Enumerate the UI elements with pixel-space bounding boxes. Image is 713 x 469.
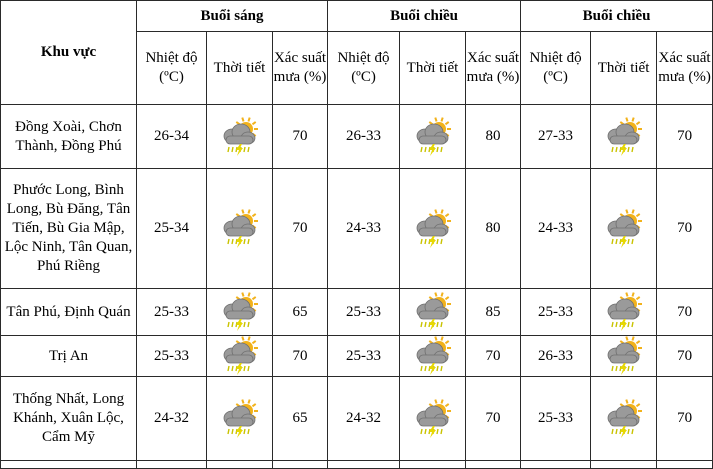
- rain-probability-cell: 70: [466, 377, 521, 461]
- thunderstorm-sun-icon: [604, 292, 644, 332]
- temperature-cell: 26-34: [137, 105, 207, 169]
- weather-cell: [400, 377, 466, 461]
- period-header-afternoon: Buổi chiều: [328, 1, 521, 32]
- empty-cell: [273, 461, 328, 469]
- weather-cell: [207, 377, 273, 461]
- rain-header: Xác suất mưa (%): [466, 32, 521, 105]
- rain-probability-cell: 70: [273, 169, 328, 289]
- temperature-cell: 24-33: [328, 169, 400, 289]
- temperature-cell: 24-32: [328, 377, 400, 461]
- rain-probability-cell: 70: [273, 336, 328, 377]
- temperature-cell: 24-33: [521, 169, 591, 289]
- table-row: [1, 377, 713, 461]
- thunderstorm-sun-icon: [220, 117, 260, 157]
- empty-cell: [137, 461, 207, 469]
- area-name: Phước Long, Bình Long, Bù Đăng, Tân Tiến, Bù Gia Mập, Lộc Ninh, Tân Quan, Phú Riềng: [1, 169, 137, 289]
- temp-header: Nhiệt độ (ºC): [137, 32, 207, 105]
- thunderstorm-sun-icon: [220, 399, 260, 439]
- temperature-cell: 25-33: [137, 336, 207, 377]
- thunderstorm-sun-icon: [604, 117, 644, 157]
- weather-cell: [591, 377, 657, 461]
- thunderstorm-sun-icon: [220, 336, 260, 376]
- empty-cell: [1, 461, 137, 469]
- empty-cell: [328, 461, 400, 469]
- temperature-cell: 25-33: [521, 377, 591, 461]
- empty-cell: [657, 461, 713, 469]
- temperature-cell: 25-33: [521, 289, 591, 336]
- weather-header: Thời tiết: [591, 32, 657, 105]
- rain-probability-cell: 80: [466, 169, 521, 289]
- temperature-cell: 27-33: [521, 105, 591, 169]
- temp-header: Nhiệt độ (ºC): [521, 32, 591, 105]
- temp-header: Nhiệt độ (ºC): [328, 32, 400, 105]
- weather-header: Thời tiết: [400, 32, 466, 105]
- empty-cell: [591, 461, 657, 469]
- weather-header: Thời tiết: [207, 32, 273, 105]
- table-row: [1, 169, 713, 289]
- weather-cell: [207, 105, 273, 169]
- temperature-cell: 24-32: [137, 377, 207, 461]
- rain-probability-cell: 65: [273, 377, 328, 461]
- weather-cell: [400, 169, 466, 289]
- period-header-afternoon-2: Buổi chiều: [521, 1, 713, 32]
- thunderstorm-sun-icon: [413, 117, 453, 157]
- period-header-morning: Buổi sáng: [137, 1, 328, 32]
- table-row: [1, 289, 713, 336]
- rain-probability-cell: 80: [466, 105, 521, 169]
- temperature-cell: 26-33: [521, 336, 591, 377]
- thunderstorm-sun-icon: [413, 209, 453, 249]
- table-row-partial: [1, 461, 713, 469]
- weather-cell: [207, 169, 273, 289]
- temperature-cell: 25-33: [328, 289, 400, 336]
- temperature-cell: 25-34: [137, 169, 207, 289]
- area-name: Tân Phú, Định Quán: [1, 289, 137, 336]
- empty-cell: [466, 461, 521, 469]
- thunderstorm-sun-icon: [413, 399, 453, 439]
- weather-cell: [591, 105, 657, 169]
- rain-probability-cell: 70: [657, 336, 713, 377]
- weather-cell: [207, 289, 273, 336]
- weather-cell: [207, 336, 273, 377]
- thunderstorm-sun-icon: [604, 336, 644, 376]
- rain-probability-cell: 85: [466, 289, 521, 336]
- thunderstorm-sun-icon: [413, 292, 453, 332]
- region-header: Khu vực: [1, 1, 137, 105]
- rain-probability-cell: 70: [466, 336, 521, 377]
- empty-cell: [521, 461, 591, 469]
- table-row: [1, 105, 713, 169]
- temperature-cell: 26-33: [328, 105, 400, 169]
- weather-cell: [400, 289, 466, 336]
- rain-probability-cell: 70: [657, 289, 713, 336]
- empty-cell: [400, 461, 466, 469]
- table-row: [1, 336, 713, 377]
- weather-cell: [400, 105, 466, 169]
- weather-cell: [591, 336, 657, 377]
- rain-probability-cell: 70: [273, 105, 328, 169]
- rain-probability-cell: 70: [657, 169, 713, 289]
- thunderstorm-sun-icon: [220, 292, 260, 332]
- rain-header: Xác suất mưa (%): [273, 32, 328, 105]
- rain-probability-cell: 70: [657, 377, 713, 461]
- area-name: Đồng Xoài, Chơn Thành, Đồng Phú: [1, 105, 137, 169]
- weather-cell: [591, 169, 657, 289]
- weather-cell: [591, 289, 657, 336]
- temperature-cell: 25-33: [137, 289, 207, 336]
- rain-probability-cell: 70: [657, 105, 713, 169]
- area-name: Trị An: [1, 336, 137, 377]
- weather-cell: [400, 336, 466, 377]
- thunderstorm-sun-icon: [604, 209, 644, 249]
- area-name: Thống Nhất, Long Khánh, Xuân Lộc, Cẩm Mỹ: [1, 377, 137, 461]
- rain-probability-cell: 65: [273, 289, 328, 336]
- thunderstorm-sun-icon: [413, 336, 453, 376]
- empty-cell: [207, 461, 273, 469]
- header-row-periods: [1, 1, 713, 32]
- rain-header: Xác suất mưa (%): [657, 32, 713, 105]
- thunderstorm-sun-icon: [220, 209, 260, 249]
- temperature-cell: 25-33: [328, 336, 400, 377]
- thunderstorm-sun-icon: [604, 399, 644, 439]
